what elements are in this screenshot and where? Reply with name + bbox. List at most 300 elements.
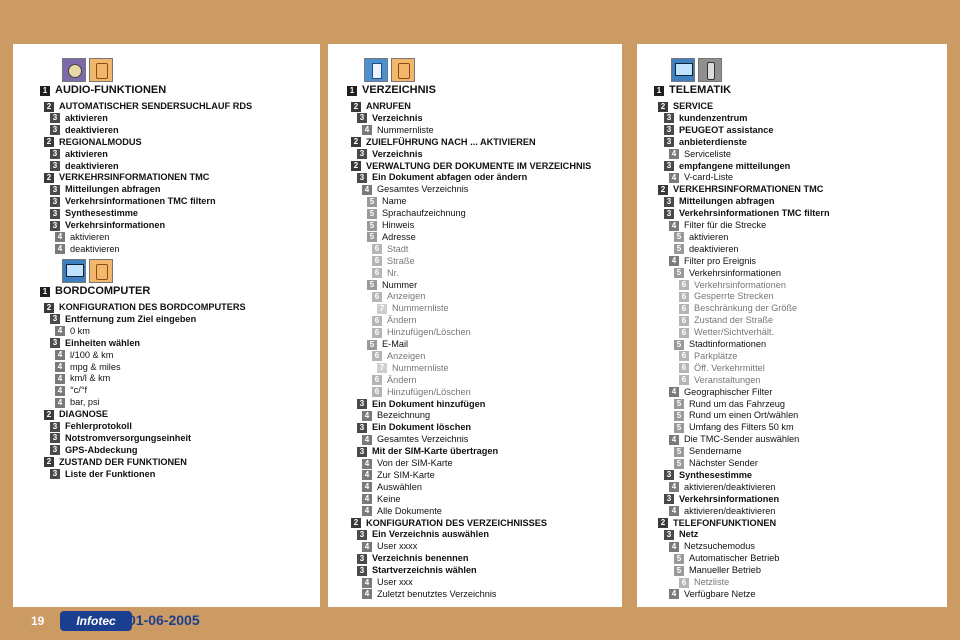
level-badge: 3	[50, 185, 60, 195]
menu-item-label: Veranstaltungen	[694, 374, 761, 385]
menu-item	[50, 433, 191, 444]
level-badge: 3	[50, 433, 60, 443]
menu-item-label: Zuletzt benutztes Verzeichnis	[377, 588, 497, 599]
level-badge: 4	[669, 256, 679, 266]
level-badge: 5	[674, 268, 684, 278]
level-badge: 3	[664, 494, 674, 504]
menu-item-label: VERKEHRSINFORMATIONEN TMC	[673, 184, 824, 195]
menu-item	[372, 244, 408, 255]
menu-item	[669, 149, 731, 160]
menu-item	[44, 302, 246, 313]
level-badge: 3	[50, 125, 60, 135]
menu-item	[362, 577, 413, 588]
menu-item	[679, 303, 797, 314]
level-badge: 2	[44, 303, 54, 313]
menu-item	[55, 373, 110, 384]
level-badge: 4	[362, 494, 372, 504]
level-badge: 3	[357, 530, 367, 540]
menu-item-label: Anzeigen	[387, 350, 426, 361]
level-badge: 4	[362, 506, 372, 516]
level-badge: 4	[669, 221, 679, 231]
menu-item-label: Verkehrsinformationen TMC filtern	[65, 196, 216, 207]
menu-item	[362, 458, 453, 469]
menu-item-label: aktivieren/deaktivieren	[684, 481, 776, 492]
level-badge: 3	[357, 447, 367, 457]
menu-item	[44, 457, 187, 468]
menu-item-label: Nummer	[382, 279, 418, 290]
level-badge: 5	[674, 423, 684, 433]
level-badge: 3	[50, 197, 60, 207]
level-badge: 6	[679, 578, 689, 588]
menu-item-label: Verkehrsinformationen	[689, 267, 781, 278]
menu-item	[55, 326, 90, 337]
menu-item-label: Serviceliste	[684, 148, 731, 159]
menu-item-label: Zustand der Straße	[694, 315, 774, 326]
menu-item-label: Mitteilungen abfragen	[679, 196, 775, 207]
level-badge: 3	[664, 137, 674, 147]
menu-item-label: deaktivieren	[689, 243, 739, 254]
level-badge: 4	[55, 398, 65, 408]
menu-item-label: Keine	[377, 493, 401, 504]
menu-item	[664, 494, 779, 505]
menu-item	[674, 244, 739, 255]
menu-item-label: Zur SIM-Karte	[377, 469, 435, 480]
menu-item-label: Liste der Funktionen	[65, 468, 156, 479]
menu-item-label: Straße	[387, 255, 415, 266]
level-badge: 5	[674, 232, 684, 242]
page-number: 19	[31, 614, 45, 628]
menu-item-label: Ein Verzeichnis auswählen	[372, 529, 489, 540]
menu-item	[367, 339, 408, 350]
menu-item	[679, 280, 786, 291]
menu-item-label: anbieterdienste	[679, 136, 747, 147]
level-badge: 4	[669, 387, 679, 397]
menu-item	[362, 410, 430, 421]
menu-item	[679, 315, 773, 326]
menu-item-label: Name	[382, 196, 407, 207]
computer-screen-icon	[62, 259, 86, 283]
level-badge: 3	[50, 338, 60, 348]
level-badge: 4	[362, 459, 372, 469]
menu-item-label: Nr.	[387, 267, 399, 278]
level-badge: 2	[44, 457, 54, 467]
menu-item-label: DIAGNOSE	[59, 409, 109, 420]
level-badge: 1	[40, 86, 50, 96]
menu-item	[669, 434, 799, 445]
menu-item-label: Parkplätze	[694, 350, 738, 361]
menu-item	[372, 256, 415, 267]
menu-item	[674, 565, 761, 576]
level-badge: 3	[357, 566, 367, 576]
menu-item	[679, 351, 737, 362]
level-badge: 5	[674, 447, 684, 457]
menu-item	[367, 280, 417, 291]
level-badge: 6	[372, 328, 382, 338]
menu-item	[674, 399, 785, 410]
menu-item-label: Netzsuchemodus	[684, 541, 755, 552]
level-badge: 4	[55, 386, 65, 396]
menu-item	[664, 470, 752, 481]
level-badge: 3	[357, 399, 367, 409]
menu-item-label: Nummernliste	[392, 362, 449, 373]
menu-item-label: Ein Dokument hinzufügen	[372, 398, 486, 409]
menu-item-label: PEUGEOT assistance	[679, 124, 774, 135]
menu-item	[44, 172, 209, 183]
level-badge: 2	[44, 102, 54, 112]
phonebook-icon	[364, 58, 388, 82]
level-badge: 6	[679, 351, 689, 361]
menu-item	[50, 149, 108, 160]
menu-item-label: Verkehrsinformationen	[65, 220, 166, 230]
menu-item	[669, 172, 733, 183]
menu-item	[664, 125, 773, 136]
menu-item	[44, 101, 252, 112]
level-badge: 2	[44, 137, 54, 147]
menu-item-label: Automatischer Betrieb	[689, 553, 780, 564]
level-badge: 3	[664, 197, 674, 207]
menu-item	[669, 220, 766, 231]
menu-item	[55, 244, 120, 255]
level-badge: 5	[674, 340, 684, 350]
level-badge: 6	[372, 375, 382, 385]
level-badge: 4	[55, 232, 65, 242]
menu-item-label: Filter für die Strecke	[684, 220, 767, 230]
menu-item	[357, 113, 423, 124]
level-badge: 4	[669, 542, 679, 552]
email-icon	[671, 58, 695, 82]
menu-item	[50, 184, 160, 195]
menu-item	[679, 577, 729, 588]
level-badge: 5	[674, 566, 684, 576]
menu-item-label: l/100 & km	[70, 349, 114, 360]
menu-item-label: Die TMC-Sender auswählen	[684, 434, 800, 445]
level-badge: 2	[351, 161, 361, 171]
level-badge: 6	[679, 316, 689, 326]
level-badge: 6	[679, 375, 689, 385]
level-badge: 2	[658, 102, 668, 112]
level-badge: 3	[357, 113, 367, 123]
level-badge: 3	[50, 469, 60, 479]
menu-item-label: V-card-Liste	[684, 172, 734, 183]
menu-item	[372, 387, 471, 398]
menu-item-label: TELEMATIK	[669, 84, 732, 96]
menu-item	[664, 529, 698, 540]
menu-item-label: Stadtinformationen	[689, 339, 767, 349]
menu-item	[674, 268, 781, 279]
menu-item-label: REGIONALMODUS	[59, 136, 142, 147]
menu-item-label: AUDIO-FUNKTIONEN	[55, 84, 167, 96]
menu-item-label: Gesamtes Verzeichnis	[377, 184, 469, 195]
menu-item-label: Verkehrsinformationen TMC filtern	[679, 208, 830, 219]
menu-item-label: °c/°f	[70, 385, 88, 396]
menu-item	[55, 397, 100, 408]
menu-item-label: Verkehrsinformationen	[679, 493, 780, 504]
menu-item-label: Sendername	[689, 446, 742, 457]
menu-item	[50, 314, 196, 325]
menu-item-label: Öff. Verkehrmittel	[694, 362, 765, 373]
menu-item-label: Wetter/Sichtverhält.	[694, 327, 774, 338]
level-badge: 6	[679, 363, 689, 373]
level-badge: 1	[347, 86, 357, 96]
menu-item	[669, 541, 755, 552]
menu-item-label: Verfügbare Netze	[684, 588, 756, 599]
level-badge: 2	[658, 518, 668, 528]
level-badge: 6	[372, 256, 382, 266]
menu-item	[44, 409, 108, 420]
menu-item	[658, 184, 823, 195]
menu-item-label: Alle Dokumente	[377, 505, 442, 516]
menu-item	[372, 327, 471, 338]
menu-item-label: Ändern	[387, 315, 417, 326]
menu-item-label: Netzliste	[694, 577, 730, 587]
menu-item	[362, 589, 497, 600]
level-badge: 3	[50, 113, 60, 123]
menu-item-label: Verzeichnis	[372, 148, 423, 159]
section-heading	[40, 85, 166, 96]
menu-item	[55, 362, 121, 373]
level-badge: 3	[664, 125, 674, 135]
level-badge: 3	[664, 470, 674, 480]
menu-item	[664, 208, 830, 219]
section-heading	[347, 85, 436, 96]
level-badge: 2	[351, 518, 361, 528]
level-badge: 3	[664, 209, 674, 219]
menu-item-label: User xxx	[377, 577, 413, 587]
menu-item	[357, 446, 498, 457]
level-badge: 4	[669, 173, 679, 183]
menu-item	[50, 469, 155, 480]
menu-item	[372, 351, 425, 362]
level-badge: 2	[44, 173, 54, 183]
menu-item	[362, 541, 417, 552]
level-badge: 3	[50, 314, 60, 324]
menu-item-label: User xxxx	[377, 541, 418, 552]
level-badge: 5	[367, 340, 377, 350]
level-badge: 3	[50, 161, 60, 171]
level-badge: 5	[674, 399, 684, 409]
menu-item	[372, 291, 425, 302]
level-badge: 5	[674, 459, 684, 469]
address-book-icon	[391, 58, 415, 82]
menu-item-label: KONFIGURATION DES BORDCOMPUTERS	[59, 302, 246, 312]
level-badge: 4	[362, 589, 372, 599]
menu-item	[372, 315, 417, 326]
menu-item-label: Startverzeichnis wählen	[372, 565, 477, 576]
menu-item-label: Auswählen	[377, 481, 422, 492]
menu-item	[658, 518, 776, 529]
level-badge: 5	[367, 221, 377, 231]
menu-item	[357, 172, 527, 183]
menu-item	[674, 553, 779, 564]
level-badge: 4	[362, 470, 372, 480]
menu-item-label: Bezeichnung	[377, 410, 431, 421]
footer-date: 01-06-2005	[128, 612, 200, 628]
menu-item-label: Adresse	[382, 231, 416, 242]
menu-item-label: Sprachaufzeichnung	[382, 208, 466, 219]
phone-icon	[698, 58, 722, 82]
level-badge: 5	[674, 244, 684, 254]
menu-item-label: bar, psi	[70, 397, 100, 408]
menu-item-label: Mitteilungen abfragen	[65, 184, 161, 195]
menu-item-label: kundenzentrum	[679, 112, 748, 123]
menu-item-label: Geographischer Filter	[684, 386, 773, 397]
radio-icon	[89, 58, 113, 82]
level-badge: 4	[362, 125, 372, 135]
level-badge: 2	[351, 137, 361, 147]
menu-item	[377, 303, 449, 314]
menu-item-label: Rund um einen Ort/wählen	[689, 410, 799, 421]
level-badge: 3	[50, 209, 60, 219]
menu-item-label: ANRUFEN	[366, 101, 411, 111]
level-badge: 5	[367, 209, 377, 219]
menu-item-label: Synthesestimme	[679, 469, 753, 480]
menu-item-label: Nummernliste	[392, 303, 449, 314]
menu-item-label: Verkehrsinformationen	[694, 279, 786, 290]
menu-item	[674, 410, 798, 421]
section-heading	[40, 286, 150, 297]
menu-item-label: Manueller Betrieb	[689, 565, 762, 576]
menu-item	[50, 338, 140, 349]
menu-item	[367, 232, 416, 243]
level-badge: 3	[357, 173, 367, 183]
level-badge: 1	[40, 287, 50, 297]
brand-logo: Infotec	[60, 611, 132, 631]
menu-item	[669, 589, 756, 600]
menu-item-label: Hinzufügen/Löschen	[387, 327, 471, 338]
menu-item-label: BORDCOMPUTER	[55, 285, 151, 297]
menu-item	[50, 125, 119, 136]
menu-item	[50, 113, 108, 124]
level-badge: 3	[664, 530, 674, 540]
level-badge: 4	[669, 589, 679, 599]
menu-item-label: aktivieren	[70, 231, 110, 242]
menu-item	[50, 421, 132, 432]
menu-item	[362, 125, 434, 136]
menu-item-label: Ein Dokument abfagen oder ändern	[372, 172, 528, 183]
level-badge: 4	[55, 326, 65, 336]
level-badge: 4	[362, 411, 372, 421]
level-badge: 6	[372, 292, 382, 302]
menu-item-label: Gesamtes Verzeichnis	[377, 434, 469, 445]
menu-item-label: deaktivieren	[65, 124, 119, 135]
menu-item-label: VERZEICHNIS	[362, 84, 436, 96]
level-badge: 3	[50, 149, 60, 159]
menu-item	[674, 339, 766, 350]
menu-item	[674, 458, 758, 469]
menu-item-label: SERVICE	[673, 101, 714, 111]
level-badge: 4	[669, 506, 679, 516]
menu-item	[367, 208, 466, 219]
level-badge: 6	[679, 328, 689, 338]
menu-item	[362, 482, 422, 493]
menu-item-label: Rund um das Fahrzeug	[689, 398, 786, 409]
level-badge: 6	[679, 280, 689, 290]
menu-item	[50, 220, 165, 231]
menu-item	[669, 506, 775, 517]
level-badge: 7	[377, 363, 387, 373]
level-badge: 5	[367, 232, 377, 242]
menu-item	[367, 196, 407, 207]
level-badge: 6	[679, 292, 689, 302]
menu-item	[664, 137, 747, 148]
menu-item	[357, 565, 477, 576]
level-badge: 5	[367, 197, 377, 207]
level-badge: 3	[357, 149, 367, 159]
menu-item-label: Anzeigen	[387, 291, 426, 302]
menu-item-label: ZUSTAND DER FUNKTIONEN	[59, 456, 187, 467]
menu-item	[357, 399, 485, 410]
menu-item	[50, 208, 138, 219]
menu-item	[367, 220, 414, 231]
level-badge: 4	[362, 578, 372, 588]
menu-item-label: Notstromversorgungseinheit	[65, 432, 192, 443]
level-badge: 4	[55, 362, 65, 372]
menu-item	[44, 137, 142, 148]
menu-item	[357, 422, 471, 433]
level-badge: 3	[357, 554, 367, 564]
menu-item-label: VERWALTUNG DER DOKUMENTE IM VERZEICHNIS	[366, 160, 592, 171]
menu-item	[362, 470, 435, 481]
fuel-icon	[89, 259, 113, 283]
menu-item	[679, 375, 760, 386]
level-badge: 6	[679, 304, 689, 314]
menu-item-label: KONFIGURATION DES VERZEICHNISSES	[366, 517, 548, 528]
level-badge: 2	[351, 102, 361, 112]
menu-item	[351, 518, 547, 529]
menu-item-label: GPS-Abdeckung	[65, 444, 138, 455]
menu-item	[351, 101, 411, 112]
menu-item-label: Hinweis	[382, 220, 415, 230]
level-badge: 3	[50, 445, 60, 455]
level-badge: 5	[674, 554, 684, 564]
menu-item	[351, 137, 536, 148]
menu-item-label: km/l & km	[70, 373, 111, 384]
menu-item	[55, 232, 109, 243]
menu-item	[679, 363, 765, 374]
menu-item	[679, 327, 774, 338]
level-badge: 4	[669, 149, 679, 159]
level-badge: 3	[357, 423, 367, 433]
menu-item	[372, 268, 399, 279]
level-badge: 4	[55, 374, 65, 384]
menu-item-label: Mit der SIM-Karte übertragen	[372, 446, 499, 457]
menu-item	[357, 149, 423, 160]
menu-item-label: Von der SIM-Karte	[377, 458, 453, 468]
menu-item	[674, 232, 728, 243]
menu-item-label: Beschränkung der Größe	[694, 303, 798, 314]
menu-item	[372, 375, 417, 386]
menu-item-label: Fehlerprotokoll	[65, 421, 132, 431]
menu-item	[362, 184, 468, 195]
menu-item	[377, 363, 449, 374]
level-badge: 4	[669, 482, 679, 492]
menu-item-label: Verzeichnis benennen	[372, 553, 469, 564]
menu-item-label: Hinzufügen/Löschen	[387, 386, 471, 397]
cd-music-icon	[62, 58, 86, 82]
menu-item-label: Nummernliste	[377, 124, 434, 135]
menu-item-label: mpg & miles	[70, 361, 121, 372]
level-badge: 6	[372, 351, 382, 361]
menu-item	[669, 387, 772, 398]
menu-item	[362, 434, 468, 445]
level-badge: 4	[362, 542, 372, 552]
menu-item	[55, 385, 87, 396]
menu-item	[351, 161, 591, 172]
menu-item-label: Entfernung zum Ziel eingeben	[65, 313, 197, 324]
menu-item-label: aktivieren	[65, 148, 108, 159]
level-badge: 3	[664, 113, 674, 123]
level-badge: 7	[377, 304, 387, 314]
